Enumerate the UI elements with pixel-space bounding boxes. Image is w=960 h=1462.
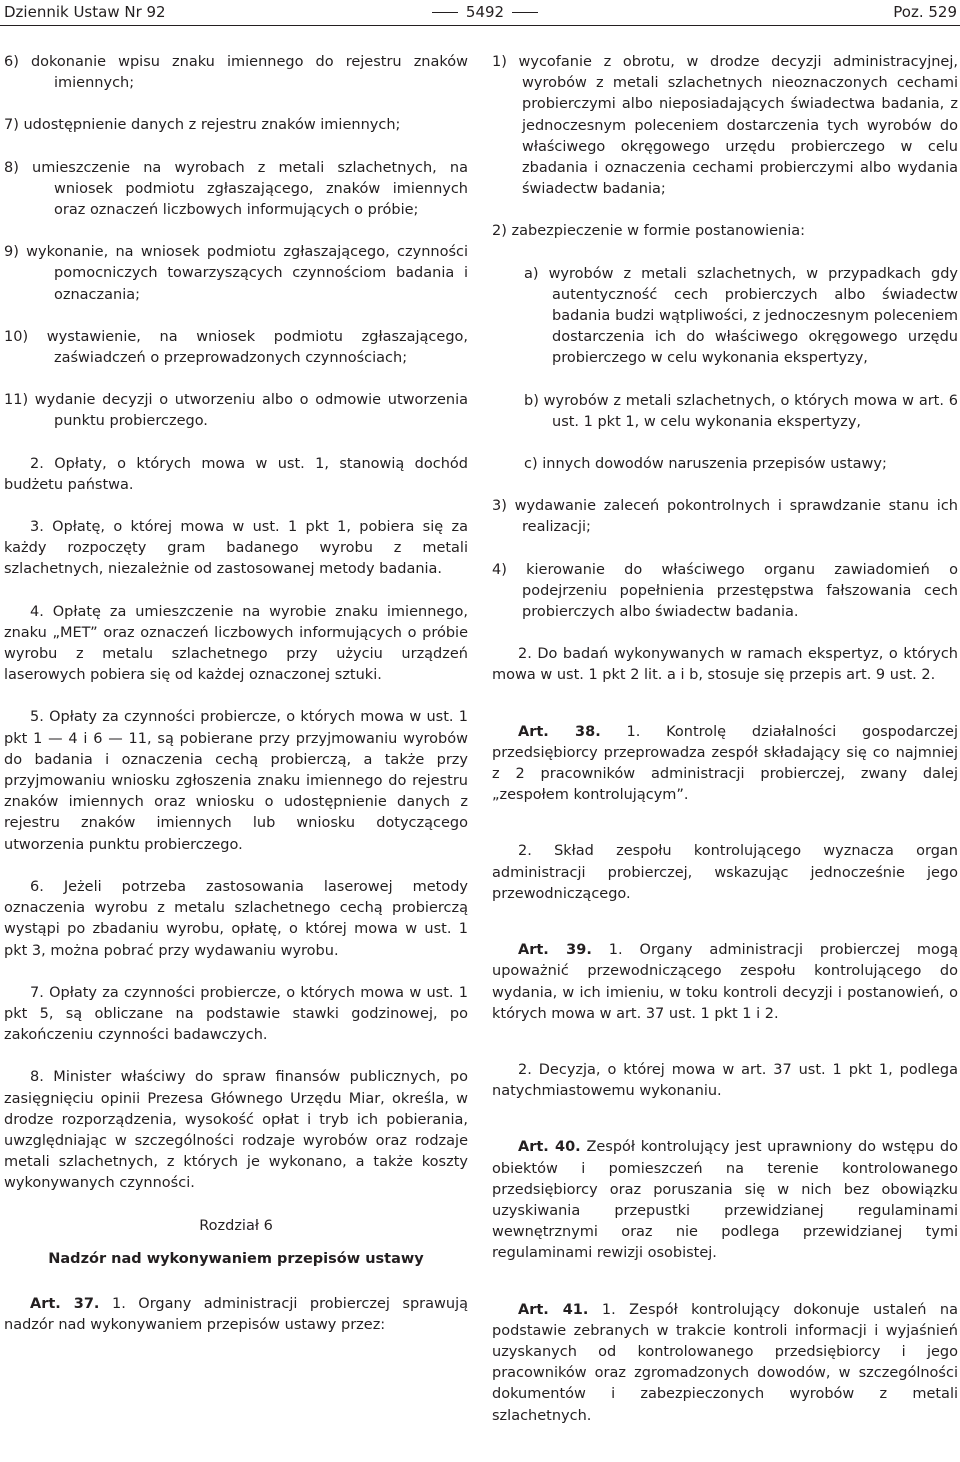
paragraph: 8. Minister właściwy do spraw finansów publicznych, po zasięgnięciu opinii Prezesa Głównego Urzędu Miar, określa, w drodze rozporządzenia, wysokość opłat i tryb ich pobierania, uwzględniając w szczególności rodzaje wyrobów oraz rodzaje metali szlachetnych, z których je wykonano, a także koszty wykonywanych czynności.	[4, 1069, 468, 1192]
article-label: Art. 40.	[518, 1139, 581, 1156]
article-label: Art. 37.	[30, 1295, 100, 1312]
left-column	[4, 52, 468, 1357]
paragraph: 7. Opłaty za czynności probiercze, o których mowa w ust. 1 pkt 5, są obliczane na podstawie stawki godzinowej, po zakończeniu czynności badawczych.	[4, 984, 468, 1044]
sub-item: c) innych dowodów naruszenia przepisów ustawy;	[524, 456, 887, 473]
paragraph: 4. Opłatę za umieszczenie na wyrobie znaku imiennego, znaku „MET” oraz oznaczeń liczbowych informujących o próbie wyrobu z metalu szlachetnego przy użyciu urządzeń laserowych pobiera się od każdej oznaczonej sztuki.	[4, 603, 468, 684]
article-40	[492, 1137, 958, 1264]
list-item: 10) wystawienie, na wniosek podmiotu zgłaszającego, zaświadczeń o przeprowadzonych czynnościach;	[4, 328, 468, 367]
list-item: 1) wycofanie z obrotu, w drodze decyzji administracyjnej, wyrobów z metali szlachetnych nieoznaczonych cechami probierczymi albo nieposiadających świadectwa badania, z jednoczesnym poleceniem dostarczenia tych wyrobów do właściwego okręgowego urzędu probierczego w celu zbadania i oznaczenia cechami probierczymi albo wydania świadectw badania;	[492, 54, 958, 198]
paragraph: 6. Jeżeli potrzeba zastosowania laserowej metody oznaczenia wyrobu z metalu szlachetnego cechą probierczą wystąpi po zbadaniu wyrobu, opłatę, o której mowa w ust. 1 pkt 3, można pobrać przy wydawaniu wyrobu.	[4, 878, 468, 959]
chapter-heading: Rozdział 6	[199, 1217, 273, 1234]
article-label: Art. 41.	[518, 1301, 589, 1318]
page-number: 5492	[400, 0, 570, 24]
article-41	[492, 1300, 958, 1427]
article-37	[4, 1294, 468, 1336]
position-number: Poz. 529	[893, 3, 957, 21]
paragraph: 2. Do badań wykonywanych w ramach ekspertyz, o których mowa w ust. 1 pkt 2 lit. a i b, stosuje się przepis art. 9 ust. 2.	[492, 646, 958, 684]
sub-item: a) wyrobów z metali szlachetnych, w przypadkach gdy autentyczność cech probierczych albo świadectw badania budzi wątpliwości, z jednoczesnym poleceniem dostarczenia ich do właściwego okręgowego urzędu probierczego w celu wykonania ekspertyzy,	[524, 265, 958, 367]
article-text: 1. Organy administracji probierczej mogą upoważnić przewodniczącego zespołu kontrolującego do wydania, w ich imieniu, w toku kontroli decyzji i postanowień, o których mowa w art. 37 ust. 1 pkt 1 i 2.	[492, 942, 958, 1022]
paragraph: 2. Skład zespołu kontrolującego wyznacza organ administracji probierczej, wskazując jednocześnie jego przewodniczącego.	[492, 843, 958, 902]
article-label: Art. 38.	[518, 723, 601, 740]
list-item: 2) zabezpieczenie w formie postanowienia:	[492, 223, 806, 240]
list-item: 11) wydanie decyzji o utworzeniu albo o odmowie utworzenia punktu probierczego.	[4, 392, 468, 430]
list-item: 6) dokonanie wpisu znaku imiennego do rejestru znaków imiennych;	[4, 54, 468, 92]
right-column	[492, 52, 958, 1462]
article-text: Zespół kontrolujący jest uprawniony do wstępu do obiektów i pomieszczeń na terenie kontrolowanego przedsiębiorcy oraz poruszania się w nich bez obowiązku uzyskiwania przepustki przewidzianej regulaminami wewnętrznymi oraz nie podlega przewidzianej tymi regulaminami rewizji osobistej.	[492, 1139, 959, 1262]
article-text: 1. Organy administracji probierczej sprawują nadzór nad wykonywaniem przepisów ustawy przez:	[4, 1295, 468, 1334]
paragraph: 2. Opłaty, o których mowa w ust. 1, stanowią dochód budżetu państwa.	[4, 455, 468, 493]
list-item: 7) udostępnienie danych z rejestru znaków imiennych;	[4, 117, 401, 134]
paragraph: 3. Opłatę, o której mowa w ust. 1 pkt 1, pobiera się za każdy rozpoczęty gram badanego wyrobu z metali szlachetnych, niezależnie od zastosowanej metody badania.	[4, 519, 468, 578]
list-item: 9) wykonanie, na wniosek podmiotu zgłaszającego, czynności pomocniczych towarzyszących czynnościom badania i oznaczania;	[4, 244, 468, 303]
article-39	[492, 940, 958, 1025]
header-rule	[0, 25, 960, 26]
sub-item: b) wyrobów z metali szlachetnych, o których mowa w art. 6 ust. 1 pkt 1, w celu wykonania ekspertyzy,	[524, 392, 958, 430]
article-38	[492, 722, 958, 807]
chapter-title: Nadzór nad wykonywaniem przepisów ustawy	[48, 1250, 424, 1267]
paragraph: 5. Opłaty za czynności probiercze, o których mowa w ust. 1 pkt 1 — 4 i 6 — 11, są pobierane przy przyjmowaniu wyrobów do badania i oznaczenia cechą probierczą, a także przy przyjmowaniu wniosku zgłoszenia znaku imiennego do rejestru znaków imiennych oraz wniosku o udostępnienie danych z rejestru znaków imiennych lub wniosku dotyczącego utworzenia punktu probierczego.	[4, 709, 468, 853]
list-item: 4) kierowanie do właściwego organu zawiadomień o podejrzeniu popełnienia przestępstwa fałszowania cech probierczych albo świadectw badania.	[492, 561, 958, 621]
article-label: Art. 39.	[518, 942, 592, 959]
page-header	[0, 0, 960, 26]
paragraph: 2. Decyzja, o której mowa w art. 37 ust. 1 pkt 1, podlega natychmiastowemu wykonaniu.	[492, 1061, 958, 1100]
list-item: 8) umieszczenie na wyrobach z metali szlachetnych, na wniosek podmiotu zgłaszającego, znaków imiennych oraz oznaczeń liczbowych informujących o próbie;	[4, 159, 468, 219]
article-text: 1. Kontrolę działalności gospodarczej przedsiębiorcy przeprowadza zespół składający się co najmniej z 2 pracowników administracji probierczej, zwany dalej „zespołem kontrolującym”.	[492, 723, 958, 804]
journal-name: Dziennik Ustaw Nr 92	[4, 3, 166, 21]
list-item: 3) wydawanie zaleceń pokontrolnych i sprawdzanie stanu ich realizacji;	[492, 498, 958, 536]
article-text: 1. Zespół kontrolujący dokonuje ustaleń na podstawie zebranych w trakcie kontroli informacji i wyjaśnień uzyskanych od kontrolowanego przedsiębiorcy i jego pracowników oraz zgromadzonych dowodów, w szczególności dokumentów i zabezpieczonych wyrobów z metali szlachetnych.	[492, 1301, 959, 1424]
